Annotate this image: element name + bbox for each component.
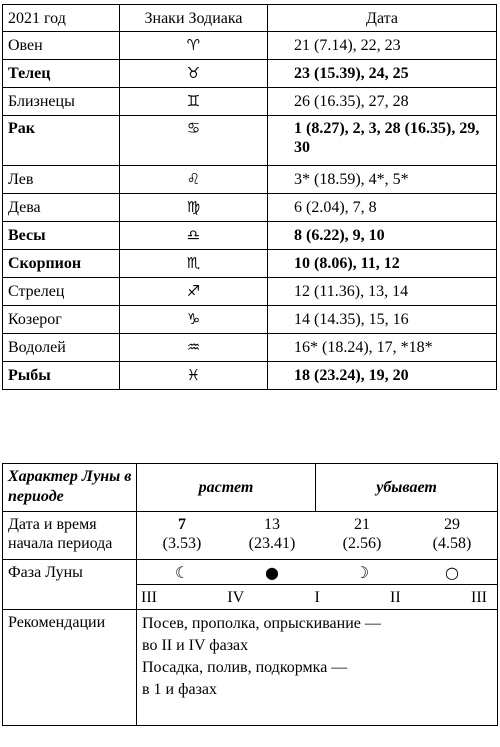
phase-icons bbox=[137, 560, 497, 585]
zodiac-row bbox=[3, 278, 497, 306]
zodiac-row bbox=[3, 166, 497, 194]
zodiac-row bbox=[3, 306, 497, 334]
zodiac-header-row bbox=[3, 5, 497, 32]
period-4 bbox=[417, 515, 487, 553]
period-day: 21 bbox=[354, 516, 370, 533]
zodiac-row bbox=[3, 250, 497, 278]
sign-dates: 23 (15.39), 24, 25 bbox=[268, 60, 497, 88]
zodiac-row bbox=[3, 362, 497, 390]
rec-line: Посев, прополка, опрыскивание — bbox=[142, 615, 381, 632]
zodiac-row bbox=[3, 222, 497, 250]
sign-name: Дева bbox=[3, 194, 120, 222]
header-sign: Знаки Зодиака bbox=[120, 5, 268, 32]
period-time: (4.58) bbox=[432, 535, 472, 552]
sign-dates: 18 (23.24), 19, 20 bbox=[268, 362, 497, 390]
period-1 bbox=[147, 515, 217, 553]
sign-symbol-icon: ♍ bbox=[120, 194, 268, 222]
waning-crescent-icon: ☾ bbox=[174, 562, 190, 582]
sign-name: Скорпион bbox=[3, 250, 120, 278]
period-time: (3.53) bbox=[162, 535, 202, 552]
period-3 bbox=[327, 515, 397, 553]
moon-phase-row bbox=[3, 560, 498, 610]
sign-name: Водолей bbox=[3, 334, 120, 362]
sign-name: Лев bbox=[3, 166, 120, 194]
sign-name: Рак bbox=[3, 116, 120, 166]
sign-symbol-icon: ♈ bbox=[120, 32, 268, 60]
waxing-crescent-icon: ☽ bbox=[354, 562, 370, 582]
sign-name: Близнецы bbox=[3, 88, 120, 116]
waxing-label: растет bbox=[137, 464, 316, 512]
period-list bbox=[137, 515, 497, 553]
rec-line: в 1 и фазах bbox=[142, 681, 218, 698]
quarter: III bbox=[470, 588, 487, 606]
sign-symbol-icon: ♒ bbox=[120, 334, 268, 362]
moon-header-row bbox=[3, 464, 498, 512]
zodiac-row bbox=[3, 194, 497, 222]
zodiac-row bbox=[3, 88, 497, 116]
period-day: 7 bbox=[178, 516, 186, 533]
sign-dates: 26 (16.35), 27, 28 bbox=[268, 88, 497, 116]
dates-label: Дата и время начала периода bbox=[3, 512, 137, 560]
sign-symbol-icon: ♏ bbox=[120, 250, 268, 278]
sign-symbol-icon: ♓ bbox=[120, 362, 268, 390]
quarter: II bbox=[390, 588, 401, 606]
period-day: 13 bbox=[264, 516, 280, 533]
sign-dates: 3* (18.59), 4*, 5* bbox=[268, 166, 497, 194]
sign-symbol-icon: ♌ bbox=[120, 166, 268, 194]
zodiac-row bbox=[3, 334, 497, 362]
sign-name: Весы bbox=[3, 222, 120, 250]
header-date: Дата bbox=[268, 5, 497, 32]
rec-text bbox=[137, 610, 498, 726]
sign-dates: 10 (8.06), 11, 12 bbox=[268, 250, 497, 278]
moon-dates-row bbox=[3, 512, 498, 560]
sign-name: Телец bbox=[3, 60, 120, 88]
period-2 bbox=[237, 515, 307, 553]
waning-label: убывает bbox=[316, 464, 498, 512]
zodiac-table bbox=[2, 4, 497, 390]
moon-table bbox=[2, 463, 498, 726]
quarter: III bbox=[141, 588, 157, 606]
sign-symbol-icon: ♊ bbox=[120, 88, 268, 116]
rec-label: Рекомендации bbox=[3, 610, 137, 726]
moon-character-label: Характер Луны в периоде bbox=[3, 464, 137, 512]
sign-name: Козерог bbox=[3, 306, 120, 334]
sign-dates: 14 (14.35), 15, 16 bbox=[268, 306, 497, 334]
sign-symbol-icon: ♑ bbox=[120, 306, 268, 334]
sign-name: Рыбы bbox=[3, 362, 120, 390]
sign-dates: 21 (7.14), 22, 23 bbox=[268, 32, 497, 60]
period-time: (23.41) bbox=[248, 535, 296, 552]
rec-line: Посадка, полив, подкормка — bbox=[142, 659, 348, 676]
period-day: 29 bbox=[444, 516, 460, 533]
sign-name: Стрелец bbox=[3, 278, 120, 306]
phase-label: Фаза Луны bbox=[8, 564, 83, 581]
sign-dates: 1 (8.27), 2, 3, 28 (16.35), 29, 30 bbox=[268, 116, 497, 166]
quarter-list bbox=[137, 585, 497, 609]
sign-dates: 8 (6.22), 9, 10 bbox=[268, 222, 497, 250]
sign-name: Овен bbox=[3, 32, 120, 60]
new-moon-icon: ● bbox=[265, 562, 279, 582]
zodiac-row bbox=[3, 32, 497, 60]
sign-symbol-icon: ♋ bbox=[120, 116, 268, 166]
sign-symbol-icon: ♉ bbox=[120, 60, 268, 88]
sign-dates: 6 (2.04), 7, 8 bbox=[268, 194, 497, 222]
moon-rec-row bbox=[3, 610, 498, 726]
period-time: (2.56) bbox=[342, 535, 382, 552]
full-moon-icon: ○ bbox=[445, 562, 459, 582]
sign-symbol-icon: ♎ bbox=[120, 222, 268, 250]
quarter: I bbox=[314, 588, 320, 606]
header-year: 2021 год bbox=[3, 5, 120, 32]
quarter: IV bbox=[227, 588, 245, 606]
sign-symbol-icon: ♐ bbox=[120, 278, 268, 306]
sign-dates: 12 (11.36), 13, 14 bbox=[268, 278, 497, 306]
sign-dates: 16* (18.24), 17, *18* bbox=[268, 334, 497, 362]
zodiac-row bbox=[3, 60, 497, 88]
zodiac-row bbox=[3, 116, 497, 166]
rec-line: во II и IV фазах bbox=[142, 637, 249, 654]
